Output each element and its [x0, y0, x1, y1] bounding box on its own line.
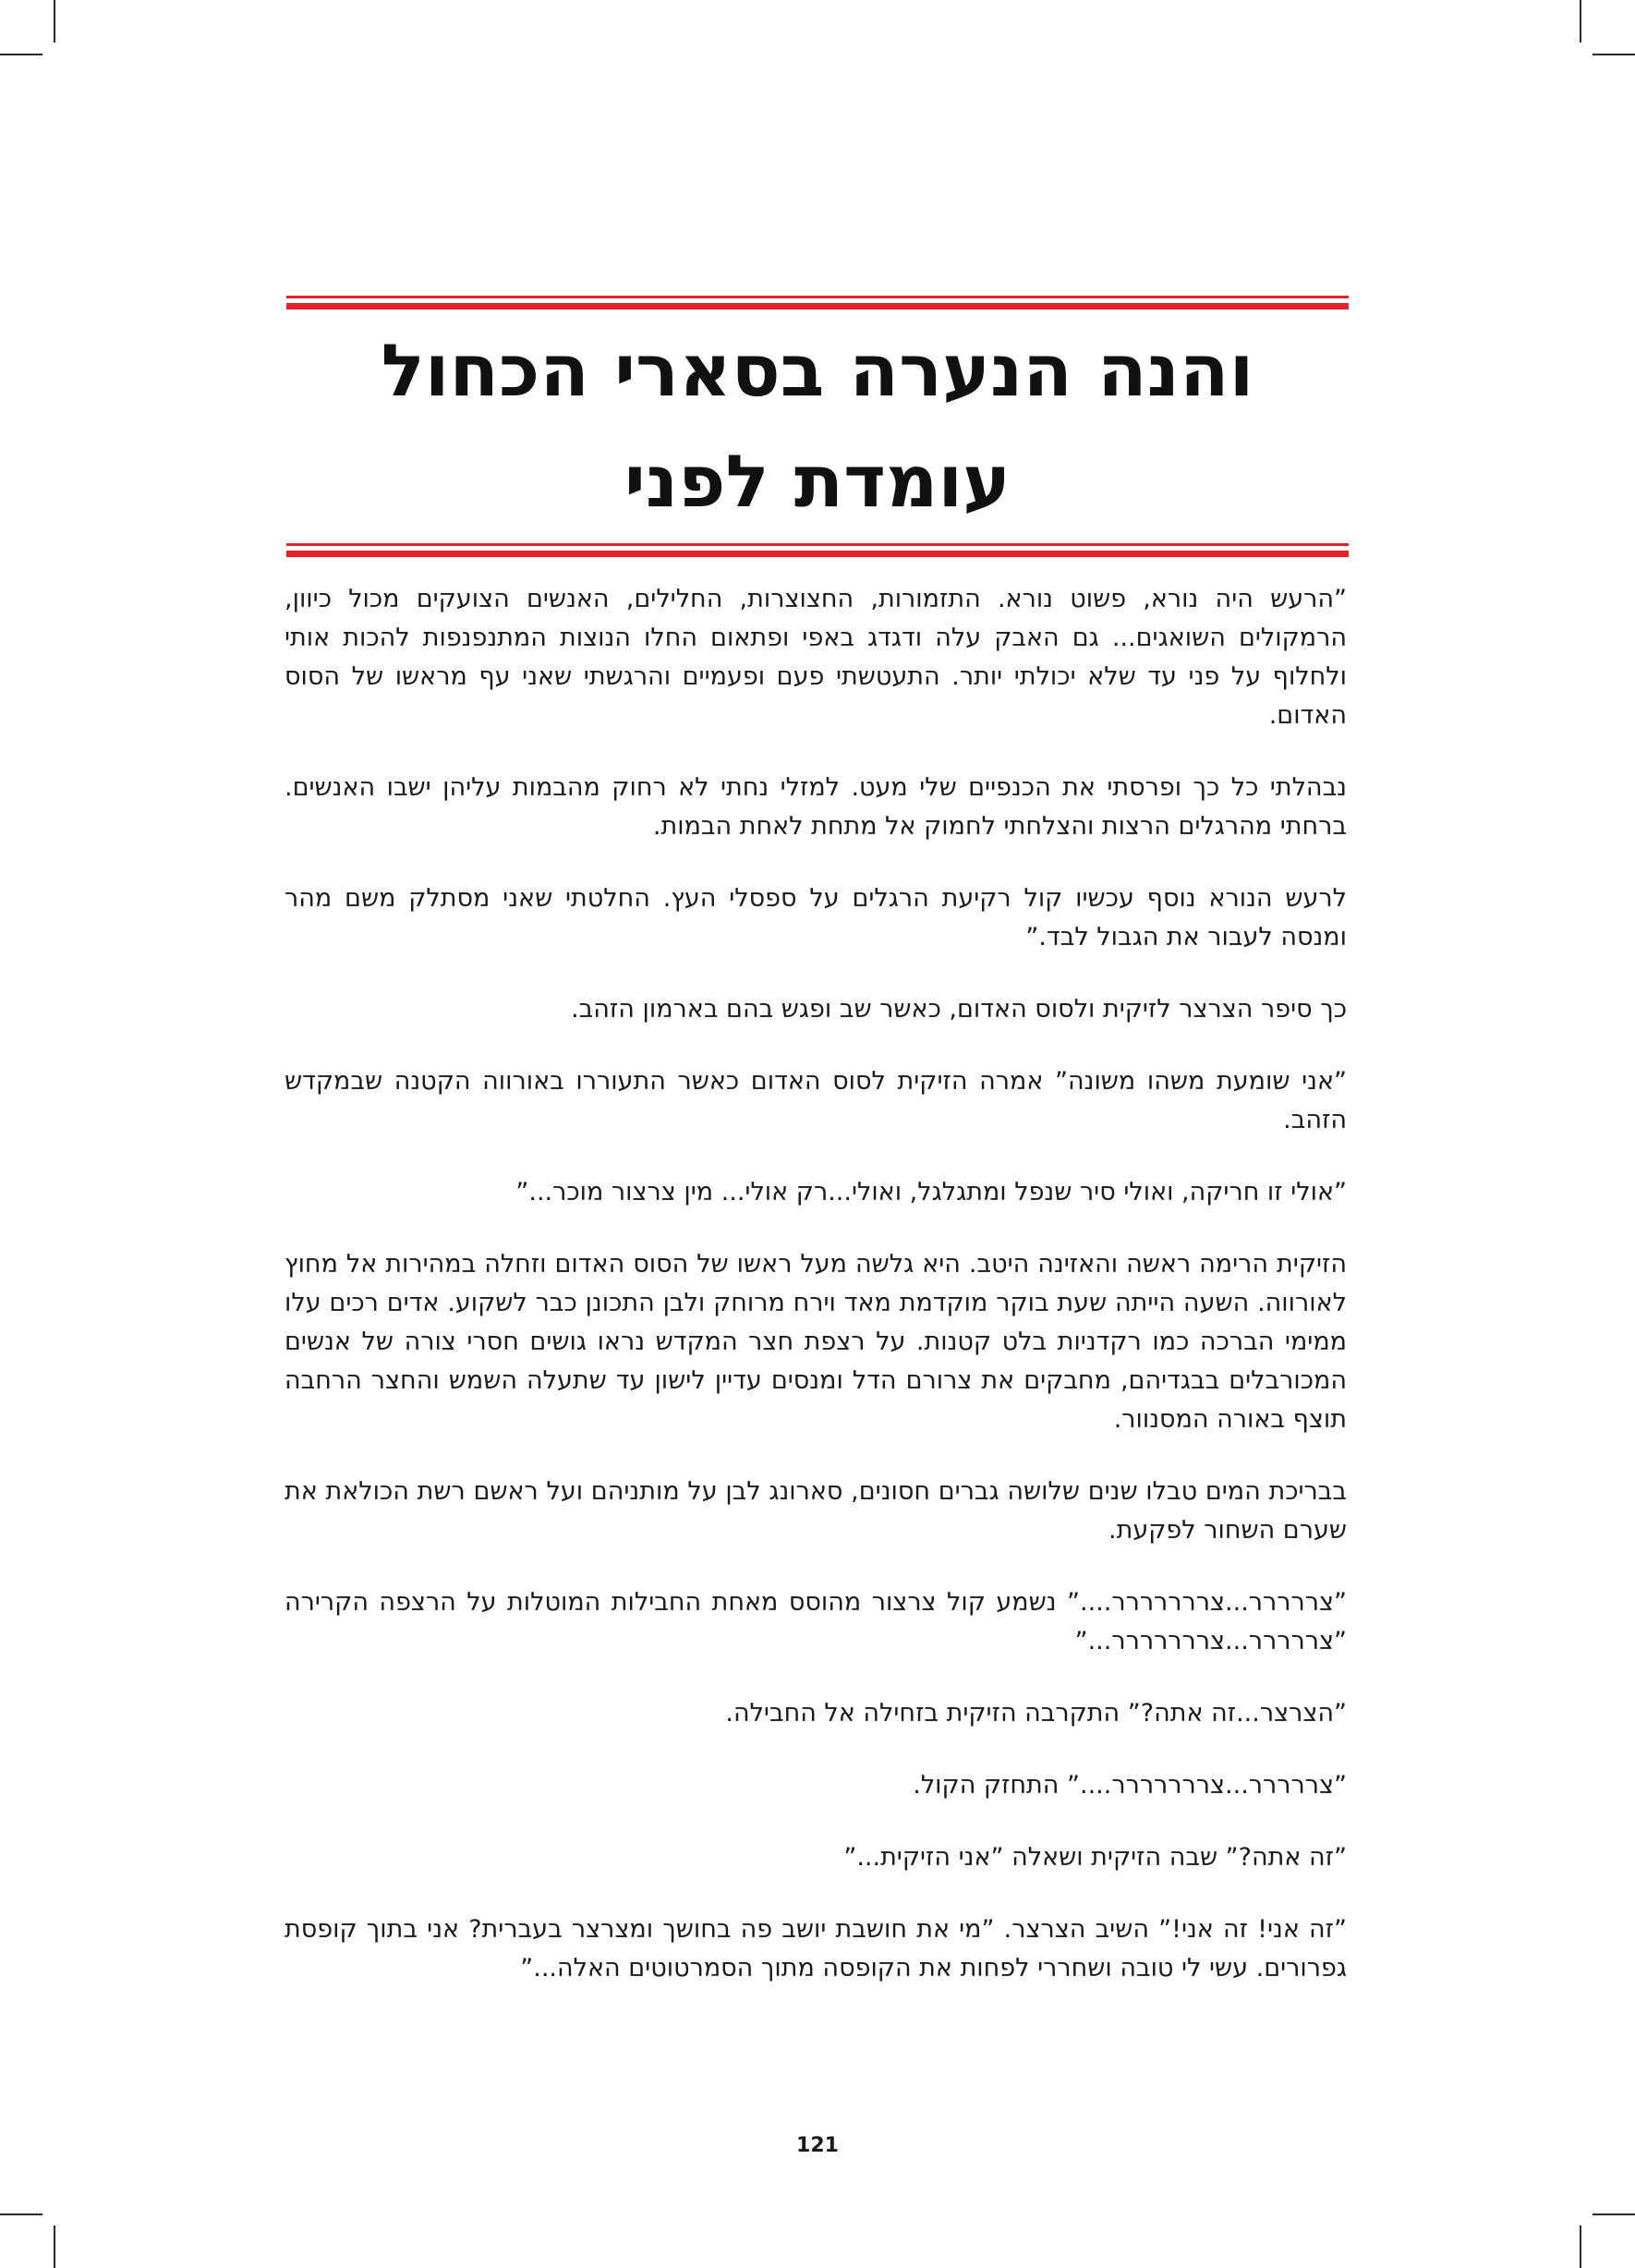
paragraph: ”אולי זו חריקה, ואולי סיר שנפל ומתגלגל, ואולי...רק אולי... מין צרצור מוכר...”: [515, 1178, 1347, 1207]
paragraph: נבהלתי כל כך ופרסתי את הכנפיים שלי מעט. למזלי נחתי לא רחוק מהבמות עליהן ישבו האנשים. ברחתי מהרגלים הרצות והצלחתי לחמוק אל מתחת לאחת הבמות.: [285, 773, 1347, 841]
top-rule-thick: [286, 303, 1349, 309]
top-rule-thin: [286, 296, 1349, 298]
page-number: 121: [796, 2134, 839, 2157]
chapter-title: [286, 316, 1349, 538]
paragraph: ”זה אתה?” שבה הזיקית ושאלה ”אני הזיקית...”: [843, 1843, 1347, 1872]
paragraph: כך סיפר הצרצר לזיקית ולסוס האדום, כאשר שב ופגש בהם בארמון הזהב.: [571, 995, 1347, 1024]
paragraph: ”אני שומעת משהו משונה” אמרה הזיקית לסוס האדום כאשר התעוררו באורווה הקטנה שבמקדש הזהב.: [285, 1067, 1347, 1134]
title-bottom-rule: [286, 543, 1349, 562]
bottom-rule-thick: [286, 551, 1349, 557]
crop-mark-bottom-right-vertical: [1580, 2226, 1581, 2268]
paragraph: בבריכת המים טבלו שנים שלושה גברים חסונים, סארונג לבן על מותניהם ועל ראשם רשת הכולאת את שערם השחור לפקעת.: [285, 1477, 1347, 1545]
crop-mark-top-left-vertical: [54, 0, 55, 42]
paragraph: ”צררררר...צררררררר....” התחזק הקול.: [913, 1771, 1347, 1800]
paragraph: ”הצרצר...זה אתה?” התקרבה הזיקית בזחילה אל החבילה.: [725, 1699, 1347, 1728]
crop-mark-bottom-left-vertical: [54, 2226, 55, 2268]
paragraph: ”צררררר...צררררררר....” נשמע קול צרצור מהוסס מאחת החבילות המוטלות על הרצפה הקרירה ”צררררר...צררררררר...”: [285, 1588, 1347, 1656]
crop-mark-bottom-right-horizontal: [1593, 2213, 1635, 2215]
chapter-body: [285, 580, 1347, 2021]
paragraph: ”זה אני! זה אני!” השיב הצרצר. ”מי את חושבת יושב פה בחושך ומצרצר בעברית? אני בתוך קופסת גפרורים. עשי לי טובה ושחררי לפחות את הקופסה מתוך הסמרטוטים האלה...”: [285, 1915, 1347, 1983]
bottom-rule-thin: [286, 543, 1349, 546]
chapter-title-line-2: עומדת לפני: [624, 441, 1011, 524]
crop-mark-bottom-left-horizontal: [0, 2213, 42, 2215]
paragraph: הזיקית הרימה ראשה והאזינה היטב. היא גלשה מעל ראשו של הסוס האדום וזחלה במהירות אל מחוץ לאורווה. השעה הייתה שעת בוקר מוקדמת מאד וירח מרוחק ולבן התכונן כבר לשקוע. אדים רכים עלו ממימי הברכה כמו רקדניות בלט קטנות. על רצפת חצר המקדש נראו גושים חסרי צורה של אנשים המכורבלים בבגדיהם, מחבקים את צרורם הדל ומנסים עדיין לישון עד שתעלה השמש והחצר הרחבה תוצף באורה המסנוור.: [285, 1250, 1347, 1434]
crop-mark-top-left-horizontal: [0, 54, 42, 55]
crop-mark-top-right-vertical: [1580, 0, 1581, 42]
crop-mark-top-right-horizontal: [1593, 54, 1635, 55]
title-top-rule: [286, 294, 1349, 312]
chapter-title-line-1: והנה הנערה בסארי הכחול: [381, 330, 1254, 413]
paragraph: ”הרעש היה נורא, פשוט נורא. התזמורות, החצוצרות, החלילים, האנשים הצועקים מכול כיוון, הרמקולים השואגים... גם האבק עלה ודגדג באפי ופתאום החלו הנוצות המתנפנפות להכות אותי ולחלוף על פני עד שלא יכולתי יותר. התעטשתי פעם ופעמיים והרגשתי שאני עף מראשו של הסוס האדום.: [285, 585, 1347, 730]
paragraph: לרעש הנורא נוסף עכשיו קול רקיעת הרגלים על ספסלי העץ. החלטתי שאני מסתלק משם מהר ומנסה לעבור את הגבול לבד.”: [285, 884, 1347, 952]
chapter-title-block: [286, 294, 1349, 562]
